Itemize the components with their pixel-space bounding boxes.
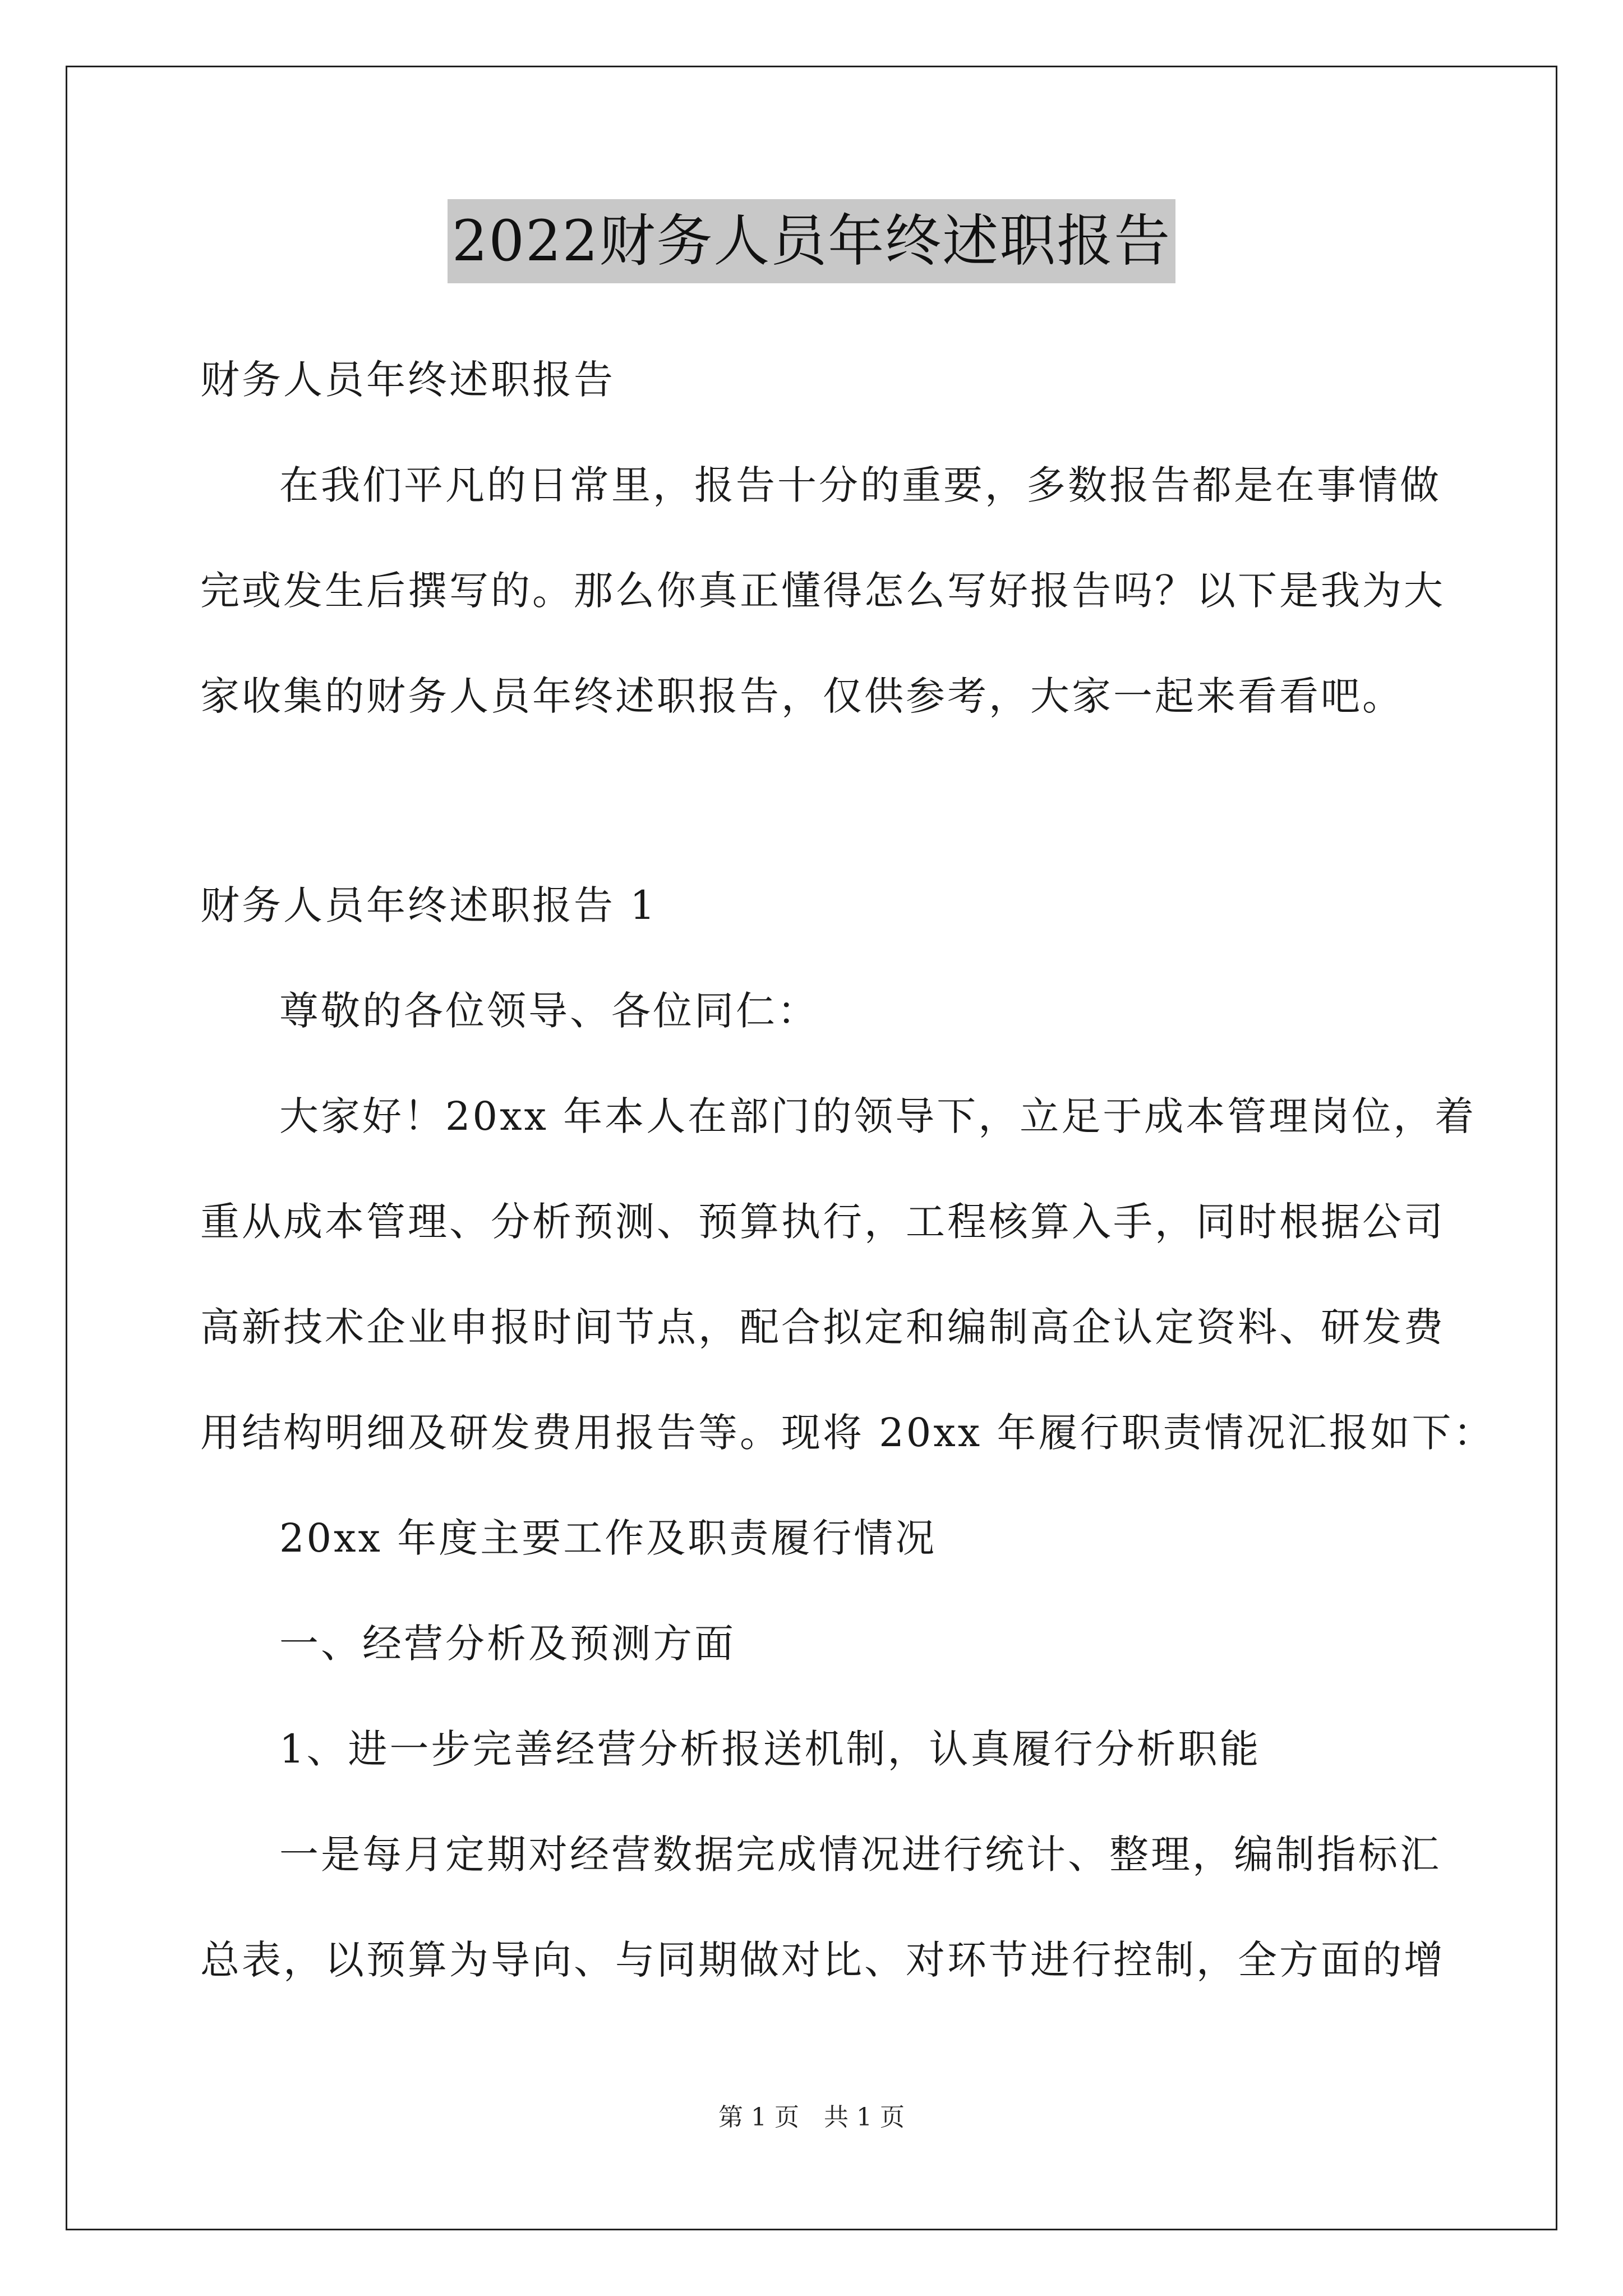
paragraph-line: 用结构明细及研发费用报告等。现将 20xx 年履行职责情况汇报如下： [200,1410,1495,1456]
paragraph-line: 总表，以预算为导向、与同期做对比、对环节进行控制，全方面的增 [200,1937,1445,1983]
paragraph-line: 高新技术企业申报时间节点，配合拟定和编制高企认定资料、研发费 [200,1304,1445,1350]
paragraph-line: 完或发生后撰写的。那么你真正懂得怎么写好报告吗？以下是我为大 [200,568,1445,614]
subheading-line: 20xx 年度主要工作及职责履行情况 [279,1515,937,1561]
paragraph-line: 大家好！20xx 年本人在部门的领导下，立足于成本管理岗位，着 [279,1093,1477,1139]
paragraph-line: 重从成本管理、分析预测、预算执行，工程核算入手，同时根据公司 [200,1199,1445,1245]
paragraph-line: 一是每月定期对经营数据完成情况进行统计、整理，编制指标汇 [279,1832,1441,1878]
document-title: 2022财务人员年终述职报告 [448,199,1176,283]
paragraph-line: 在我们平凡的日常里，报告十分的重要，多数报告都是在事情做 [279,462,1441,508]
page-footer: 第 1 页 共 1 页 [718,2103,905,2132]
subheading-line: 1、进一步完善经营分析报送机制，认真履行分析职能 [279,1726,1261,1772]
subheading-line: 一、经营分析及预测方面 [279,1621,736,1667]
title-container [0,199,1623,283]
subtitle-line: 财务人员年终述职报告 [200,357,615,403]
paragraph-line: 家收集的财务人员年终述职报告，仅供参考，大家一起来看看吧。 [200,673,1404,719]
salutation-line: 尊敬的各位领导、各位同仁： [279,988,819,1034]
section-heading: 财务人员年终述职报告 1 [200,882,657,928]
